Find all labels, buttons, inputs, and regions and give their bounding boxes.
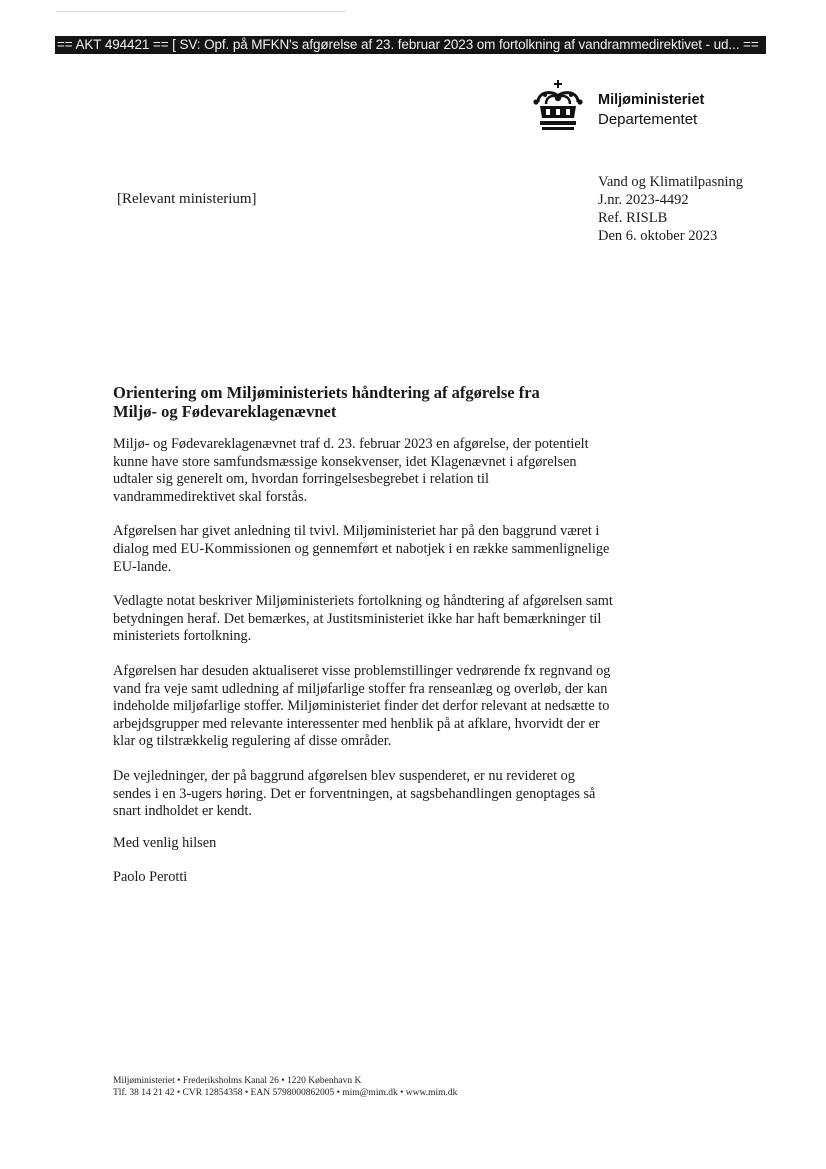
- recipient: [Relevant ministerium]: [117, 191, 257, 207]
- meta-journal-number: J.nr. 2023-4492: [598, 192, 689, 208]
- meta-unit: Vand og Klimatilpasning: [598, 174, 743, 190]
- closing-greeting: Med venlig hilsen: [113, 835, 217, 851]
- paragraph: Afgørelsen har givet anledning til tvivl. Miljøministeriet har på den baggrund været i dialog med EU-Kommissionen og gennemført et nabotjek i en række sammenlignelige EU-lande.: [113, 523, 610, 575]
- subject-line-1: Orientering om Miljøministeriets håndtering af afgørelse fra: [113, 383, 540, 402]
- letter-footer: [113, 1075, 457, 1099]
- footer-contact: Tlf. 38 14 21 42 • CVR 12854358 • EAN 5798000862005 • mim@mim.dk • www.mim.dk: [113, 1088, 458, 1098]
- signature-name: Paolo Perotti: [113, 868, 188, 885]
- letter-closing: [113, 835, 216, 886]
- paragraph: Afgørelsen har desuden aktualiseret visse problemstillinger vedrørende fx regnvand og vand fra veje samt udledning af miljøfarlige stoffer fra renseanlæg og overløb, der kan indeholde miljøfarlige stoffer. Miljøministeriet finder det derfor relevant at nedsætte to arbejdsgrupper med relevante interessenter med henblik på at afklare, hvorvidt der er klar og tilstrækkelig regulering af disse områder.: [113, 662, 611, 750]
- letter-body: [113, 436, 613, 838]
- footer-address: Miljøministeriet • Frederiksholms Kanal 26 • 1220 København K: [113, 1076, 362, 1086]
- top-scan-line: [56, 11, 346, 12]
- crown-icon: [532, 80, 584, 132]
- letter-meta: [598, 173, 743, 245]
- letter-subject: [113, 383, 613, 421]
- ministry-logo: [532, 80, 732, 132]
- meta-reference: Ref. RISLB: [598, 210, 668, 226]
- subject-line-2: Miljø- og Fødevareklagenævnet: [113, 402, 337, 421]
- paragraph: Miljø- og Fødevareklagenævnet traf d. 23. februar 2023 en afgørelse, der potentielt kunne have store samfundsmæssige konsekvenser, idet Klagenævnet i afgørelsen udtaler sig generelt om, hvordan forringelsesbegrebet i relation til vandrammedirektivet skal forstås.: [113, 436, 589, 505]
- document-header-banner: [55, 36, 766, 54]
- logo-department: Departementet: [598, 111, 698, 128]
- paragraph: Vedlagte notat beskriver Miljøministeriets fortolkning og håndtering af afgørelsen samt betydningen heraf. Det bemærkes, at Justitsministeriet ikke har haft bemærkninger til ministeriets fortolkning.: [113, 593, 613, 645]
- meta-date: Den 6. oktober 2023: [598, 228, 718, 244]
- logo-ministry-name: Miljøministeriet: [598, 92, 705, 108]
- banner-text: == AKT 494421 == [ SV: Opf. på MFKN's afgørelse af 23. februar 2023 om fortolkning af vandrammedirektivet - ud... ==: [57, 37, 759, 52]
- paragraph: De vejledninger, der på baggrund afgørelsen blev suspenderet, er nu revideret og sendes i en 3-ugers høring. Det er forventningen, at sagsbehandlingen genoptages så snart indholdet er kendt.: [113, 767, 596, 820]
